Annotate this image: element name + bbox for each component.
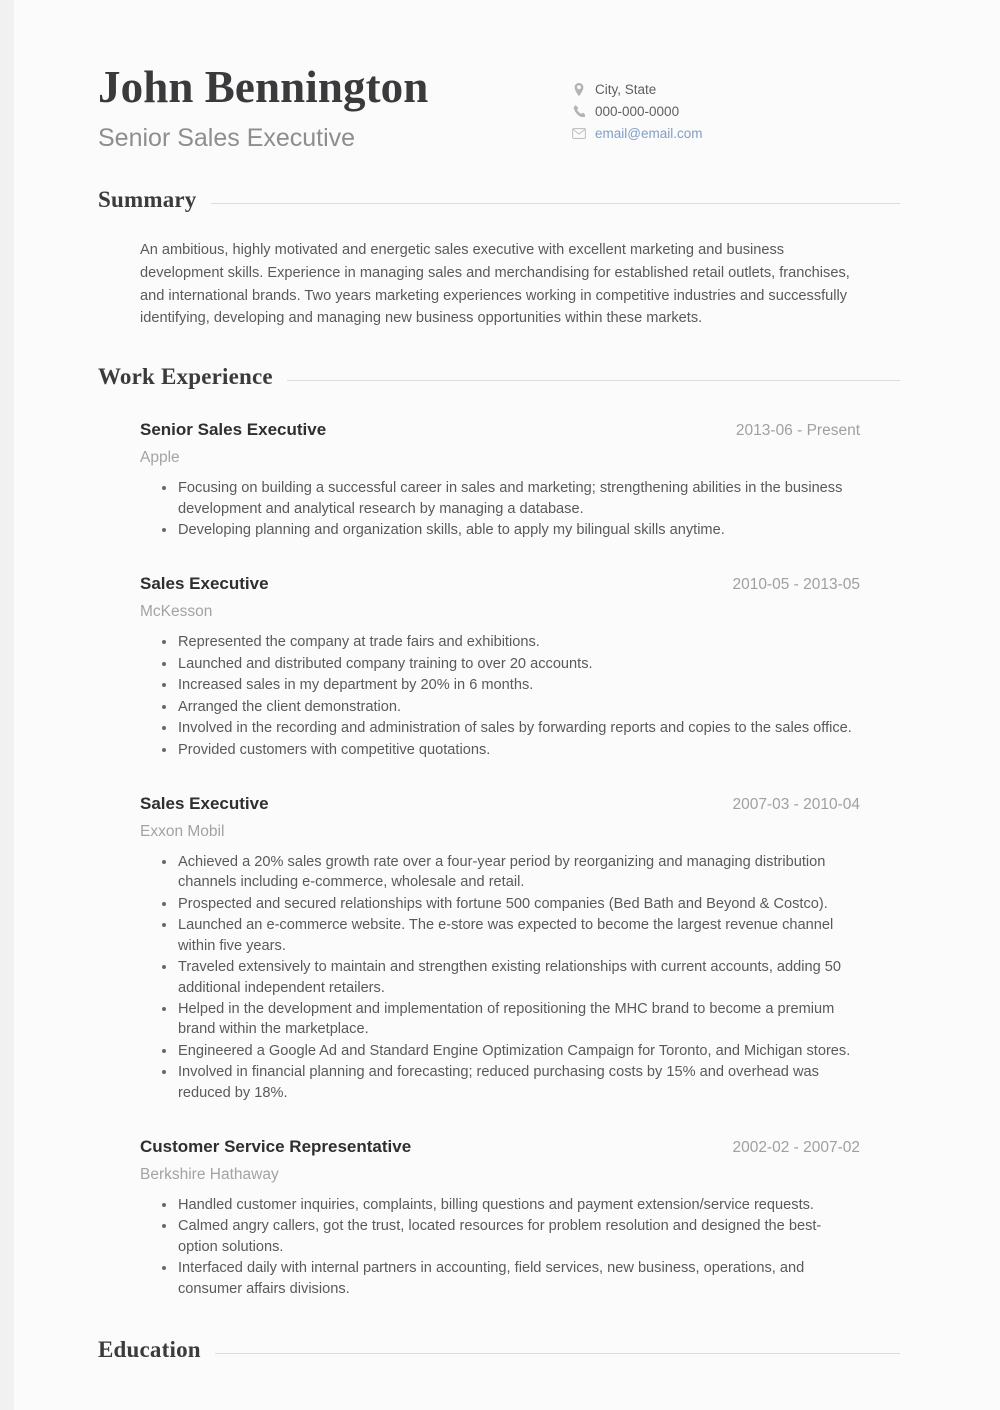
location-pin-icon bbox=[570, 83, 588, 96]
job-bullet: Helped in the development and implementation of repositioning the MHC brand to become a premium brand within the marketplace. bbox=[162, 999, 860, 1040]
job-bullet: Provided customers with competitive quotations. bbox=[162, 740, 860, 760]
job-dates: 2013-06 - Present bbox=[735, 422, 860, 440]
candidate-name: John Bennington bbox=[98, 62, 429, 112]
job-dates: 2007-03 - 2010-04 bbox=[732, 796, 860, 813]
job-bullet-list bbox=[140, 1195, 860, 1299]
section-divider bbox=[211, 203, 900, 204]
section-summary bbox=[98, 187, 900, 330]
section-work-experience-header bbox=[98, 364, 900, 390]
contact-email[interactable] bbox=[570, 122, 800, 144]
contact-phone-text: 000-000-0000 bbox=[595, 103, 680, 119]
section-summary-title: Summary bbox=[98, 187, 197, 213]
section-work-experience-title: Work Experience bbox=[98, 364, 273, 390]
job-company: Apple bbox=[140, 449, 180, 467]
job-bullet-list bbox=[140, 852, 860, 1103]
job-bullet: Achieved a 20% sales growth rate over a four-year period by reorganizing and managing distribution channels including e-commerce, wholesale and retail. bbox=[162, 852, 860, 893]
job-header bbox=[140, 574, 860, 594]
job-bullet: Engineered a Google Ad and Standard Engine Optimization Campaign for Toronto, and Michigan stores. bbox=[162, 1041, 860, 1061]
job-dates: 2010-05 - 2013-05 bbox=[732, 576, 860, 594]
summary-text: An ambitious, highly motivated and energetic sales executive with excellent marketing and business development skills. Experience in managing sales and merchandising for established retail outlets, franchises, and international brands. Two years marketing experiences working in competitive industries and successfully identifying, developing and managing new business opportunities within these markets. bbox=[140, 242, 850, 327]
job-bullet: Focusing on building a successful career in sales and marketing; strengthening abilities in the business development and analytical research by managing a database. bbox=[162, 478, 860, 519]
job-bullet: Traveled extensively to maintain and strengthen existing relationships with current accounts, adding 50 additional independent retailers. bbox=[162, 957, 860, 998]
phone-icon bbox=[570, 105, 588, 117]
section-education bbox=[98, 1337, 900, 1363]
work-experience-entry bbox=[140, 420, 860, 540]
job-bullet: Interfaced daily with internal partners in accounting, field services, new business, operations, and consumer affairs divisions. bbox=[162, 1258, 860, 1299]
candidate-headline: Senior Sales Executive bbox=[98, 124, 356, 153]
job-bullet-list bbox=[140, 478, 860, 540]
job-bullet: Involved in the recording and administration of sales by forwarding reports and copies to the sales office. bbox=[162, 718, 860, 738]
job-bullet: Calmed angry callers, got the trust, located resources for problem resolution and designed the best-option solutions. bbox=[162, 1216, 860, 1257]
job-bullet: Launched an e-commerce website. The e-store was expected to become the largest revenue channel within five years. bbox=[162, 915, 860, 956]
section-summary-header bbox=[98, 187, 900, 213]
job-bullet: Represented the company at trade fairs and exhibitions. bbox=[162, 632, 860, 652]
section-education-header bbox=[98, 1337, 900, 1363]
job-bullet: Developing planning and organization skills, able to apply my bilingual skills anytime. bbox=[162, 520, 860, 540]
section-divider bbox=[287, 380, 900, 381]
job-bullet: Arranged the client demonstration. bbox=[162, 697, 860, 717]
job-dates: 2002-02 - 2007-02 bbox=[732, 1139, 860, 1157]
contact-phone bbox=[570, 100, 800, 122]
job-bullet: Handled customer inquiries, complaints, billing questions and payment extension/service requests. bbox=[162, 1195, 860, 1215]
job-header bbox=[140, 1137, 860, 1157]
job-company: Exxon Mobil bbox=[140, 823, 225, 840]
section-summary-body bbox=[98, 239, 900, 330]
job-title: Senior Sales Executive bbox=[140, 420, 327, 440]
job-header bbox=[140, 420, 860, 440]
contact-info bbox=[570, 78, 800, 144]
job-company: Berkshire Hathaway bbox=[140, 1166, 279, 1184]
job-company: McKesson bbox=[140, 603, 213, 621]
work-experience-list bbox=[98, 420, 900, 1299]
contact-location-text: City, State bbox=[595, 81, 657, 97]
job-header bbox=[140, 794, 860, 814]
job-bullet: Increased sales in my department by 20% in 6 months. bbox=[162, 675, 860, 695]
job-bullet: Prospected and secured relationships with fortune 500 companies (Bed Bath and Beyond & Costco). bbox=[162, 894, 860, 914]
job-bullet: Launched and distributed company training to over 20 accounts. bbox=[162, 654, 860, 674]
contact-email-text[interactable]: email@email.com bbox=[595, 125, 703, 141]
job-bullet: Involved in financial planning and forecasting; reduced purchasing costs by 15% and overhead was reduced by 18%. bbox=[162, 1062, 860, 1103]
work-experience-entry bbox=[140, 574, 860, 760]
work-experience-entry bbox=[140, 1137, 860, 1299]
section-work-experience bbox=[98, 364, 900, 1299]
job-title: Sales Executive bbox=[140, 574, 269, 594]
job-title: Customer Service Representative bbox=[140, 1137, 412, 1157]
work-experience-entry bbox=[140, 794, 860, 1103]
contact-location bbox=[570, 78, 800, 100]
envelope-icon bbox=[570, 128, 588, 139]
section-education-title: Education bbox=[98, 1337, 201, 1363]
section-divider bbox=[215, 1353, 900, 1354]
resume-header bbox=[98, 0, 900, 153]
job-title: Sales Executive bbox=[140, 794, 269, 813]
job-bullet-list bbox=[140, 632, 860, 760]
